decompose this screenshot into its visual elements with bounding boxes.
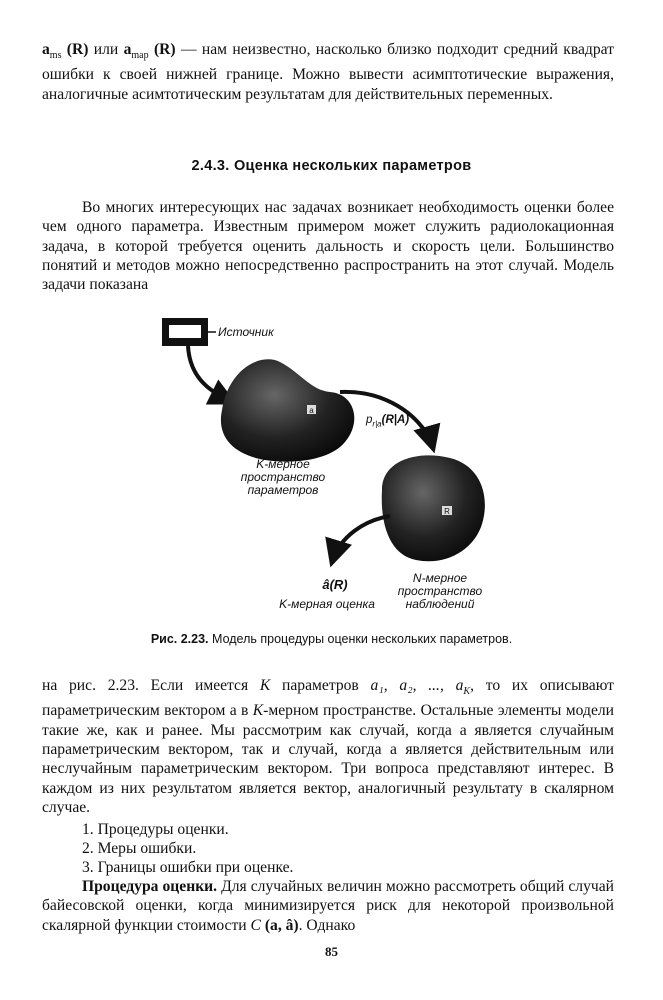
parameter-space-label: K-мерное пространство параметров	[240, 457, 326, 497]
section-heading: 2.4.3. Оценка нескольких параметров	[191, 158, 472, 174]
question-item-1: 1. Процедуры оценки.	[82, 821, 229, 838]
estimation-model-figure	[150, 310, 510, 620]
source-arrow	[188, 346, 232, 402]
page-number: 85	[325, 944, 338, 959]
transition-label: $p_{r|a}(R|A)$	[366, 414, 410, 429]
observation-space-blob	[382, 455, 485, 561]
observation-space-label: N-мерное пространство наблюдений	[397, 571, 483, 611]
estimate-map: $a_{map}$ (R)	[123, 41, 176, 62]
source-label: Источник	[218, 325, 274, 339]
point-r-label: R	[444, 507, 450, 516]
estimate-ms: $a_{ms}$ (R)	[42, 41, 94, 62]
estimate-arrow	[332, 516, 390, 562]
question-item-2: 2. Меры ошибки.	[82, 840, 197, 857]
intro-paragraph: Во многих интересующих нас задачах возникает необходимость оценки более чем одного параметра. Известным примером может служить радиолокационная задача, в которой требуется оценить дальность и скорость цели. Большинство понятий и методов можно непосредственно распространить на этот случай. Модель задачи показана	[42, 199, 614, 294]
estimate-label: K-мерная оценка	[279, 597, 375, 611]
point-a-label: a	[309, 406, 314, 415]
main-paragraph: на рис. 2.23. Если имеется K параметров a₁, a₂, ..., $a_K$, то их описывают параметрическим вектором a в K-мерном пространстве. Остальные элементы модели такие же, как и ранее. Мы рассмотрим как случай, когда a является случайным параметрическим вектором, так и случай, когда a является действительным или неслучайным параметрическим вектором. Три вопроса представляют интерес. В каждом из них результатом является вектор, аналогичный результату в скалярном случае.	[42, 677, 614, 816]
last-paragraph: Процедура оценки. Для случайных величин можно рассмотреть общий случай байесовской оценки, когда минимизируется риск для некоторой произвольной скалярной функции стоимости C (a, â). Однако	[42, 878, 614, 934]
question-item-3: 3. Границы ошибки при оценке.	[82, 859, 294, 876]
top-paragraph: $a_{ms}$ (R) или $a_{map}$ (R) — нам неизвестно, насколько близко подходит средний квадрат ошибки к своей нижней границе. Можно вывести асимптотические выражения, аналогичные асимтотическим результатам для действительных переменных.	[42, 41, 614, 103]
figure-caption: Рис. 2.23. Модель процедуры оценки нескольких параметров.	[150, 632, 513, 646]
source-box-inner	[169, 325, 201, 338]
estimate-symbol: â(R)	[322, 577, 348, 592]
parameter-space-blob	[221, 359, 354, 461]
